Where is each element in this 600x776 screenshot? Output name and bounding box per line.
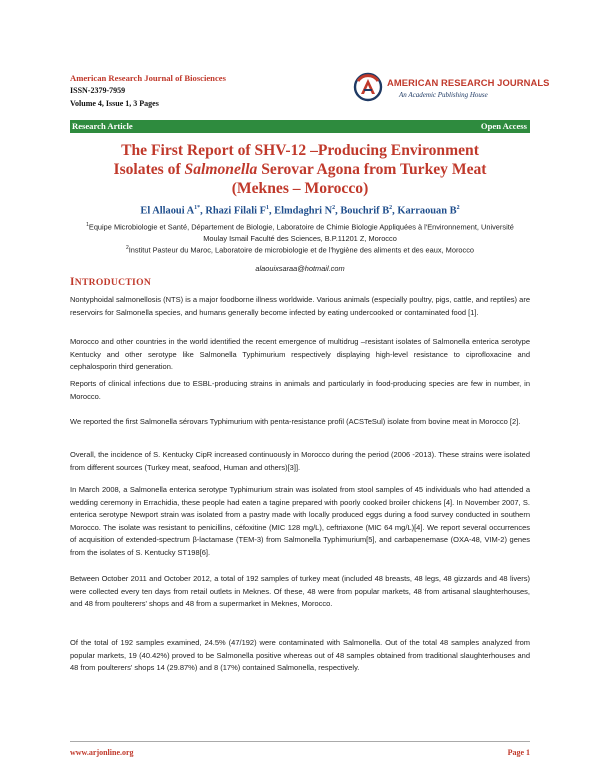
author-name: Elmdaghri N (274, 205, 333, 217)
author-affiliation-mark: 2 (332, 205, 336, 211)
title-line-2-pre: Isolates of (113, 161, 185, 178)
author-affiliation-mark: 1* (194, 205, 201, 211)
author-name: Rhazi Filali F (205, 205, 266, 217)
article-type-bar (70, 120, 530, 133)
open-access-label: Open Access (480, 121, 527, 131)
title-line-3: (Meknes – Morocco) (231, 180, 369, 197)
journal-name: American Research Journal of Biosciences (70, 73, 226, 83)
affiliation-1 (82, 220, 518, 244)
paragraph: Morocco and other countries in the world identified the recent emergence of multidrug –resistant isolates of Salmonella enterica serotype Kentucky and other serotype like Salmonella Typhimurium respectively displaying high-level resistance to ciprofloxacine and cephalosporin third generation. (70, 337, 530, 372)
author-name: El Allaoui A (140, 205, 195, 217)
footer-url-link[interactable]: www.arjonline.org (70, 748, 134, 757)
page-number: Page 1 (507, 748, 530, 757)
paragraph: Nontyphoidal salmonellosis (NTS) is a major foodborne illness worldwide. Various animals (especially poultry, pigs, cattle, and reptiles) are reservoirs for Salmonella species, and humans generally become infected by eating undercooked or contaminated food [1]. (70, 295, 530, 317)
title-line-1: The First Report of SHV-12 –Producing Environment (121, 142, 479, 159)
title-line-2-post: Serovar Agona from Turkey Meat (257, 161, 487, 178)
author-list: El Allaoui $A^{1*}$, Rhazi Filali $F^1$, Elmdaghri $N^2$, Bouchrif $B^2$, Karraouan $B^2$ (140, 205, 460, 217)
paragraph: We reported the first Salmonella sérovars Typhimurium with penta-resistance profil (ACSTeSul) isolate from bovine meat in Morocco [2]. (70, 417, 521, 426)
paragraph: Overall, the incidence of S. Kentucky CipR increased continuously in Morocco during the period (2006 -2013). These strains were isolated from different sources (Turkey meat, seafood, Human and others)[3]]. (70, 450, 530, 472)
author-name: Karraouan B (397, 205, 457, 217)
title-italic-genus: Salmonella (184, 161, 258, 178)
section-heading-rest: NTRODUCTION (74, 277, 152, 288)
paragraph: In March 2008, a Salmonella enterica serotype Typhimurium strain was isolated from stool samples of 45 individuals who had attended a wedding ceremony in Errachidia, these people had eaten a tagine prepared with poorly cooked broiler chickens [4]. In November 2007, S. enterica serotype Newport strain was isolated from a pastry made with locally produced eggs during a food survey conducted in southern Morocco. The isolate was resistant to penicillins, céfoxitine (MIC 128 mg/L), ceftriaxone (MIC 64 mg/L)[4]. We report several occurrences of acquisition of extended-spectrum β-lactamase (TEM-3) from Salmonella Typhimurium[5], and carbapenemase (OXA-48, VIM-2) genes from the isolates of S. Kentucky ST198[6]. (70, 485, 530, 557)
paragraph: Between October 2011 and October 2012, a total of 192 samples of turkey meat (included 48 breasts, 48 legs, 48 gizzards and 48 livers) were collected every ten days from retail outlets in Meknes. Of these, 48 were from popular markets, 48 from artisanal slaughterhouses, and 48 from poulterers' shops and 48 from a supermarket in Meknes, Morocco. (70, 574, 530, 609)
affiliation-text: Institut Pasteur du Maroc, Laboratoire de microbiologie et de l'hygiène des aliments et des eaux, Morocco (128, 245, 475, 255)
article-type-label: Research Article (72, 121, 133, 131)
affiliation-mark: 1 (86, 222, 89, 228)
paragraph: Of the total of 192 samples examined, 24.5% (47/192) were contaminated with Salmonella. Out of the total 48 samples analyzed from popular markets, 19 (40.42%) proved to be Salmonella positive whereas out of 48 samples obtained from traditional slaughterhouses and 48 from poulterers' shops 14 (29.87%) and 8 (17%) contained Salmonella, respectively. (70, 638, 530, 673)
footer-divider (70, 741, 530, 742)
section-heading-cap: I (70, 276, 75, 288)
corresponding-email: alaouixsaraa@hotmail.com (255, 264, 345, 273)
logo-emblem-icon (353, 72, 383, 102)
paper-title (70, 141, 530, 198)
logo-subtitle: An Academic Publishing House (399, 91, 488, 99)
title-line-2 (70, 160, 530, 179)
affiliation-text: Equipe Microbiologie et Santé, Département de Biologie, Laboratoire de Chimie Biologie Appliquées à l'Environnement, Université Moulay Ismail Faculté des Sciences, B.P.11201 Z, Morocco (88, 222, 514, 243)
author-affiliation-mark: 2 (456, 205, 460, 211)
paragraph: Reports of clinical infections due to ESBL-producing strains in animals and particularly in food-producing species are few in number, in Morocco. (70, 379, 530, 401)
issn: ISSN-2379-7959 (70, 86, 126, 95)
section-heading-introduction (70, 276, 151, 288)
author-name: Bouchrif B (340, 205, 390, 217)
logo-title: AMERICAN RESEARCH JOURNALS (387, 77, 550, 88)
affiliation-2 (82, 243, 518, 256)
author-affiliation-mark: 2 (389, 205, 393, 211)
publisher-logo (353, 71, 550, 105)
affiliation-mark: 2 (125, 245, 129, 251)
author-affiliation-mark: 1 (265, 205, 269, 211)
volume-issue: Volume 4, Issue 1, 3 Pages (70, 99, 159, 108)
